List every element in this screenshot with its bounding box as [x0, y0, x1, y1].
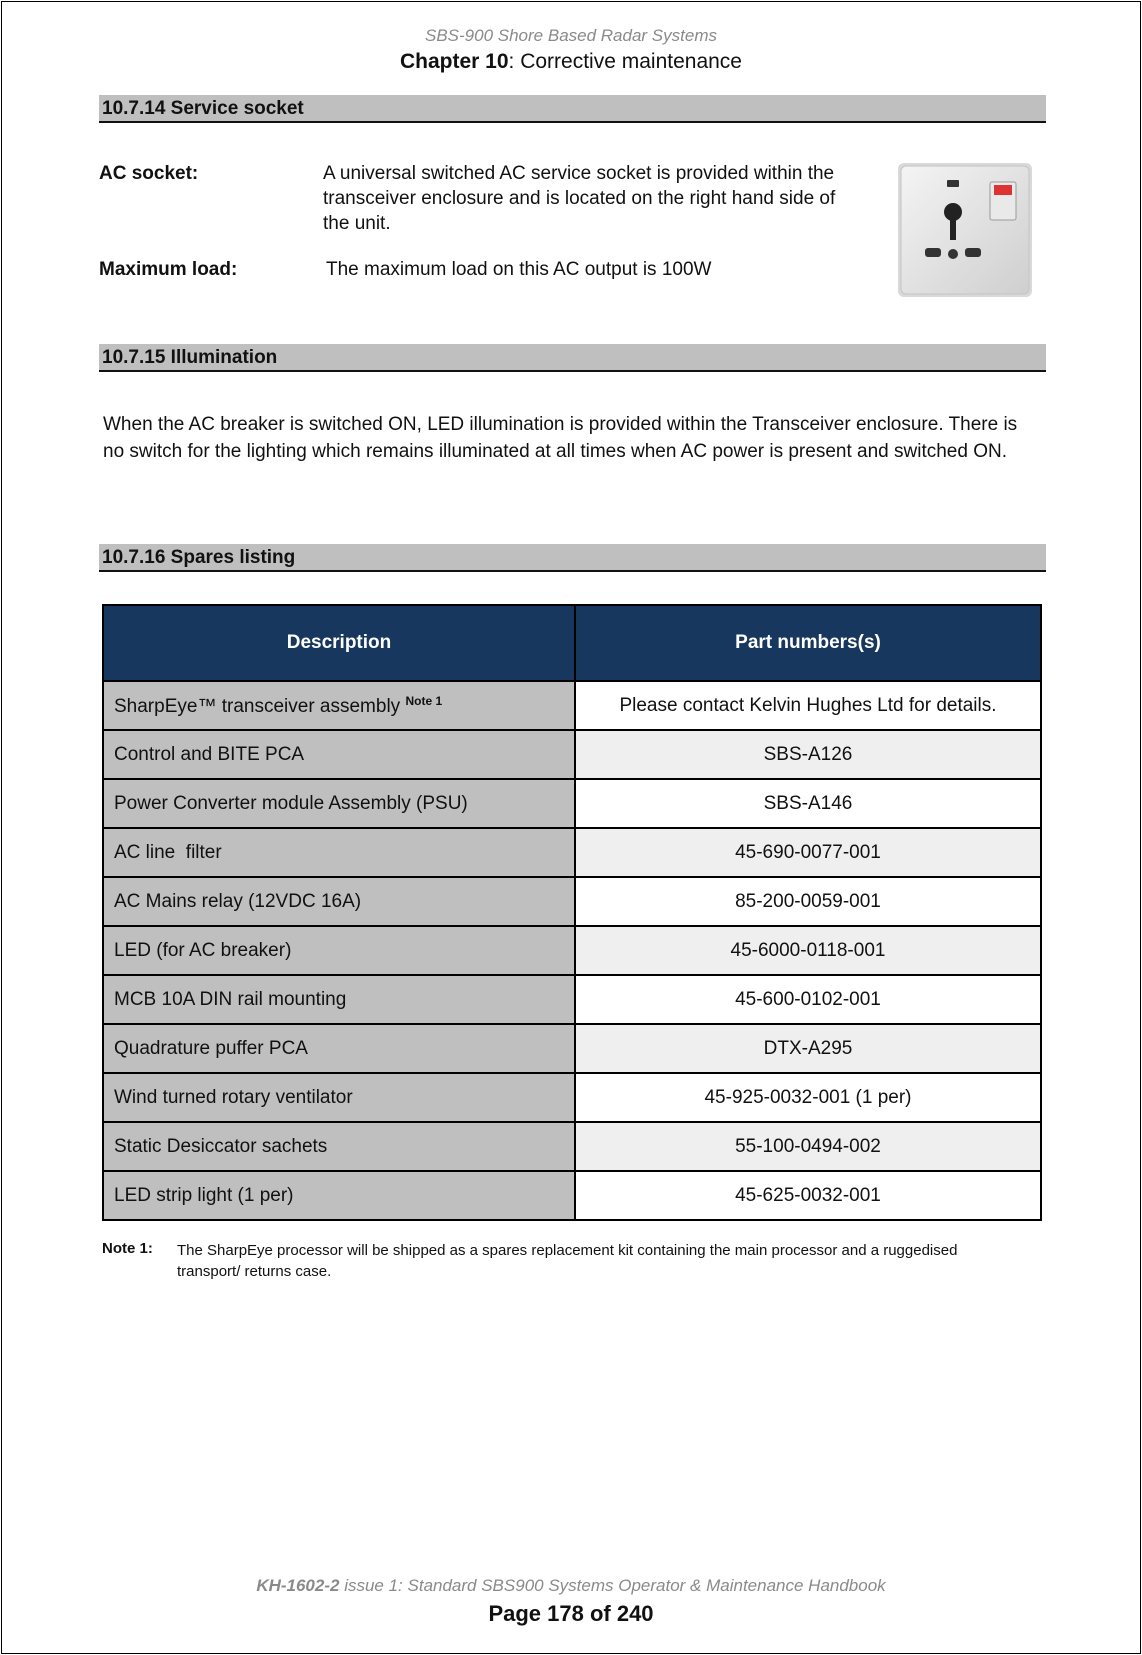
table-header-row [103, 605, 1041, 681]
row-description: LED strip light (1 per) [103, 1171, 575, 1220]
chapter-heading [2, 50, 1140, 74]
table-row [103, 1171, 1041, 1220]
table-row [103, 730, 1041, 779]
row-description-text: SharpEye™ transceiver assembly [114, 695, 401, 717]
document-page [1, 1, 1141, 1654]
table-row [103, 1122, 1041, 1171]
section-heading-spares: 10.7.16 Spares listing [99, 544, 1046, 572]
row-part-number: SBS-A146 [575, 779, 1041, 828]
row-part-number: Please contact Kelvin Hughes Ltd for details. [575, 681, 1041, 730]
max-load-text: The maximum load on this AC output is 100W [326, 259, 712, 280]
row-part-number: 45-625-0032-001 [575, 1171, 1041, 1220]
row-description: Static Desiccator sachets [103, 1122, 575, 1171]
row-description: AC line filter [103, 828, 575, 877]
row-part-number: DTX-A295 [575, 1024, 1041, 1073]
row-part-number: 45-6000-0118-001 [575, 926, 1041, 975]
row-description: Wind turned rotary ventilator [103, 1073, 575, 1122]
column-header-description: Description [103, 605, 575, 681]
table-row [103, 779, 1041, 828]
footer-doc-title: issue 1: Standard SBS900 Systems Operator & Maintenance Handbook [339, 1576, 886, 1595]
table-row [103, 975, 1041, 1024]
row-part-number: 55-100-0494-002 [575, 1122, 1041, 1171]
document-subtitle: SBS-900 Shore Based Radar Systems [425, 26, 717, 45]
row-part-number: 45-925-0032-001 (1 per) [575, 1073, 1041, 1122]
row-description [103, 681, 575, 730]
row-description: Power Converter module Assembly (PSU) [103, 779, 575, 828]
section-heading-illumination: 10.7.15 Illumination [99, 344, 1046, 372]
row-description: Quadrature puffer PCA [103, 1024, 575, 1073]
ac-socket-image [895, 160, 1035, 300]
ac-socket-label: AC socket: [99, 163, 199, 184]
row-part-number: 85-200-0059-001 [575, 877, 1041, 926]
page-number: Page 178 of 240 [488, 1601, 654, 1626]
ac-socket-text: A universal switched AC service socket is provided within the transceiver enclosure and is located on the right hand side of the unit. [323, 163, 836, 234]
row-part-number: 45-690-0077-001 [575, 828, 1041, 877]
row-part-number: SBS-A126 [575, 730, 1041, 779]
table-row [103, 877, 1041, 926]
row-part-number: 45-600-0102-001 [575, 975, 1041, 1024]
row-description: AC Mains relay (12VDC 16A) [103, 877, 575, 926]
row-description: MCB 10A DIN rail mounting [103, 975, 575, 1024]
row-description: Control and BITE PCA [103, 730, 575, 779]
note-label: Note 1: [102, 1240, 153, 1257]
chapter-label: Chapter 10 [400, 50, 509, 73]
chapter-title: : Corrective maintenance [508, 50, 742, 73]
spares-table [102, 604, 1042, 1221]
footer-doc-id: KH-1602-2 [256, 1576, 340, 1595]
table-row [103, 828, 1041, 877]
illumination-text: When the AC breaker is switched ON, LED illumination is provided within the Transceiver enclosure. There is no switch for the lighting which remains illuminated at all times when AC power is present and switched ON. [103, 414, 1018, 462]
column-header-part-numbers: Part numbers(s) [575, 605, 1041, 681]
row-description: LED (for AC breaker) [103, 926, 575, 975]
section-heading-service-socket: 10.7.14 Service socket [99, 95, 1046, 123]
table-row [103, 1073, 1041, 1122]
note-text: The SharpEye processor will be shipped as a spares replacement kit containing the main processor and a ruggedised transport/ returns case. [177, 1242, 958, 1280]
note-reference: Note 1 [405, 693, 443, 708]
max-load-label: Maximum load: [99, 259, 238, 280]
footer-document-line [2, 1576, 1140, 1596]
table-row [103, 681, 1041, 730]
table-row [103, 1024, 1041, 1073]
table-row [103, 926, 1041, 975]
